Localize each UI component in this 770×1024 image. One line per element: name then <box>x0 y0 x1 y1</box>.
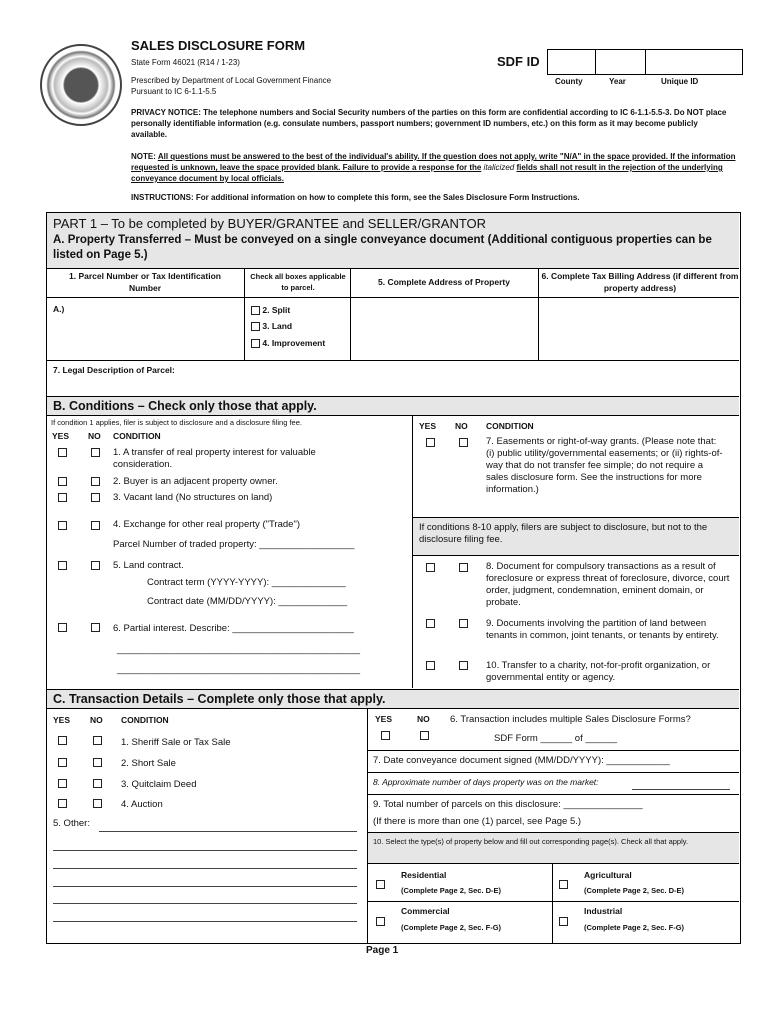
col-address: 5. Complete Address of Property <box>378 277 510 287</box>
b-right-condition-header: CONDITION <box>486 421 534 431</box>
type-industrial-sub: (Complete Page 2, Sec. F-G) <box>584 923 685 932</box>
form-title: SALES DISCLOSURE FORM <box>131 38 306 53</box>
c-other-line-1[interactable] <box>53 850 357 851</box>
b6-yes-checkbox[interactable] <box>58 623 67 632</box>
b-contract-term[interactable]: Contract term (YYYY-YYYY): ______________ <box>147 577 346 588</box>
notice-8-10-text: If conditions 8-10 apply, filers are subject to disclosure, but not to the disclosure filing fee. <box>419 522 708 545</box>
b7-no-checkbox[interactable] <box>459 438 468 447</box>
c1-yes-checkbox[interactable] <box>58 736 67 745</box>
c-right-yes-header: YES <box>375 714 393 724</box>
prescribed-text: Prescribed by Department of Local Government Finance <box>131 76 332 85</box>
form-body <box>46 212 741 944</box>
c2-no-checkbox[interactable] <box>93 758 102 767</box>
note-italic: italicized <box>483 163 515 172</box>
form-number: State Form 46021 (R14 / 1-23) <box>131 58 240 67</box>
c4-no-checkbox[interactable] <box>93 799 102 808</box>
c-condition-5: 5. Other: <box>53 818 90 829</box>
sdf-col-year: Year <box>609 77 626 86</box>
sdf-id-label: SDF ID <box>497 54 540 69</box>
b-condition-header: CONDITION <box>113 431 161 441</box>
c-condition-9[interactable]: 9. Total number of parcels on this disclosure: _______________ <box>373 799 643 810</box>
type-commercial-checkbox[interactable] <box>376 917 385 926</box>
b5-yes-checkbox[interactable] <box>58 561 67 570</box>
c6-no-checkbox[interactable] <box>420 731 429 740</box>
condition1-intro: If condition 1 applies, filer is subject to disclosure and a disclosure filing fee. <box>51 418 302 427</box>
type-industrial-checkbox[interactable] <box>559 917 568 926</box>
type-residential-name: Residential <box>401 870 447 880</box>
sdf-unique-box[interactable] <box>646 50 742 74</box>
type-residential-sub: (Complete Page 2, Sec. D-E) <box>401 886 502 895</box>
sdf-id-boxes[interactable] <box>547 49 743 75</box>
b-condition-5: 5. Land contract. <box>113 560 184 571</box>
type-residential-checkbox[interactable] <box>376 880 385 889</box>
type-agricultural-sub: (Complete Page 2, Sec. D-E) <box>584 886 685 895</box>
part1-title: PART 1 – To be completed by BUYER/GRANTEE and SELLER/GRANTOR <box>53 216 487 231</box>
b8-yes-checkbox[interactable] <box>426 563 435 572</box>
b-condition-1: 1. A transfer of real property interest for valuable consideration. <box>113 447 316 470</box>
note-text: All questions must be answered to the best of the individual's ability. If the question does not apply, write "N/A" in the space provided. If the information requested is unknown, leave the space provided blank. Failure to provide a response for the <box>131 152 736 172</box>
c-sdf-form-count[interactable]: SDF Form ______ of ______ <box>494 733 618 744</box>
b-condition-7: 7. Easements or right-of-way grants. (Please note that: (i) public utility/governmental easements; or (ii) rights-of-way that do not transfer fee simple; do not require a sales disclosure form. See the instructions for more information.) <box>486 436 723 495</box>
b3-yes-checkbox[interactable] <box>58 493 67 502</box>
state-seal <box>40 44 122 126</box>
b-condition-6[interactable]: 6. Partial interest. Describe: _______________________ <box>113 623 354 634</box>
note-block <box>131 151 739 184</box>
page-number: Page 1 <box>366 945 399 956</box>
c1-no-checkbox[interactable] <box>93 736 102 745</box>
section-a-title: A. Property Transferred – Must be conveyed on a single conveyance document (Additional contiguous properties can be listed on Page 5.) <box>53 234 712 261</box>
b-yes-header: YES <box>52 431 70 441</box>
section-b-title: B. Conditions – Check only those that apply. <box>53 399 317 413</box>
b-condition-4: 4. Exchange for other real property ("Trade") <box>113 519 300 530</box>
type-agricultural-name: Agricultural <box>584 870 632 880</box>
check-split[interactable]: 2. Split <box>251 305 290 317</box>
b9-yes-checkbox[interactable] <box>426 619 435 628</box>
b5-no-checkbox[interactable] <box>91 561 100 570</box>
sdf-year-box[interactable] <box>596 50 646 74</box>
c-condition-6: 6. Transaction includes multiple Sales Disclosure Forms? <box>450 714 691 725</box>
legal-description-label: 7. Legal Description of Parcel: <box>53 365 175 375</box>
b-right-no-header: NO <box>455 421 468 431</box>
c-no-header: NO <box>90 715 103 725</box>
b4-no-checkbox[interactable] <box>91 521 100 530</box>
b3-no-checkbox[interactable] <box>91 493 100 502</box>
b-contract-date[interactable]: Contract date (MM/DD/YYYY): _____________ <box>147 596 348 607</box>
b9-no-checkbox[interactable] <box>459 619 468 628</box>
b-no-header: NO <box>88 431 101 441</box>
b-partial-line-2[interactable]: ______________________________________________ <box>117 664 361 675</box>
b2-yes-checkbox[interactable] <box>58 477 67 486</box>
sdf-col-county: County <box>555 77 583 86</box>
section-c-title: C. Transaction Details – Complete only those that apply. <box>53 692 386 706</box>
c-condition-9-note: (If there is more than one (1) parcel, see Page 5.) <box>373 816 582 827</box>
b-partial-line-1[interactable]: ______________________________________________ <box>117 644 361 655</box>
note-label: NOTE: <box>131 152 156 161</box>
c-condition-8: 8. Approximate number of days property was on the market: <box>373 777 599 787</box>
b-traded-parcel[interactable]: Parcel Number of traded property: __________________ <box>113 539 355 550</box>
c-yes-header: YES <box>53 715 71 725</box>
check-land[interactable]: 3. Land <box>251 321 292 333</box>
c-condition-header: CONDITION <box>121 715 169 725</box>
c4-yes-checkbox[interactable] <box>58 799 67 808</box>
c-other-line-4[interactable] <box>53 903 357 904</box>
c-condition-4: 4. Auction <box>121 799 163 810</box>
col-parcel-number: 1. Parcel Number or Tax Identification Number <box>69 271 221 293</box>
c-condition-7[interactable]: 7. Date conveyance document signed (MM/DD/YYYY): ____________ <box>373 755 670 766</box>
b1-no-checkbox[interactable] <box>91 448 100 457</box>
b4-yes-checkbox[interactable] <box>58 521 67 530</box>
c2-yes-checkbox[interactable] <box>58 758 67 767</box>
b1-yes-checkbox[interactable] <box>58 448 67 457</box>
check-improvement[interactable]: 4. Improvement <box>251 338 325 350</box>
c-other-line-3[interactable] <box>53 886 357 887</box>
type-agricultural-checkbox[interactable] <box>559 880 568 889</box>
c-other-line-0[interactable] <box>99 831 357 832</box>
b8-no-checkbox[interactable] <box>459 563 468 572</box>
b2-no-checkbox[interactable] <box>91 477 100 486</box>
sdf-county-box[interactable] <box>548 50 596 74</box>
c-condition-3: 3. Quitclaim Deed <box>121 779 197 790</box>
c-right-no-header: NO <box>417 714 430 724</box>
col-check-boxes: Check all boxes applicable to parcel. <box>250 272 346 292</box>
pursuant-text: Pursuant to IC 6-1.1-5.5 <box>131 87 217 96</box>
note-end: fields shall not result in the rejection of the underlying conveyance document by local officials. <box>131 163 723 183</box>
c3-yes-checkbox[interactable] <box>58 779 67 788</box>
c-days-on-market-line[interactable] <box>632 789 730 790</box>
c-condition-1: 1. Sheriff Sale or Tax Sale <box>121 737 231 748</box>
instructions: INSTRUCTIONS: For additional information on how to complete this form, see the Sales Disclosure Form Instructions. <box>131 193 580 202</box>
b6-no-checkbox[interactable] <box>91 623 100 632</box>
row-a-label: A.) <box>53 304 65 314</box>
c-other-line-5[interactable] <box>53 921 357 922</box>
c-condition-2: 2. Short Sale <box>121 758 176 769</box>
b-condition-8: 8. Document for compulsory transactions as a result of foreclosure or express threat of foreclosure, divorce, court order, judgment, condemnation, eminent domain, or probate. <box>486 561 730 608</box>
c-other-line-2[interactable] <box>53 868 357 869</box>
privacy-notice: PRIVACY NOTICE: The telephone numbers and Social Security numbers of the parties on this form are confidential according to IC 6-1.1-5.5-3. Do NOT place personally identifiable information (e.g. consulate numbers, passport numbers; government ID numbers, etc.) on this form as it may become publicly available. <box>131 108 727 139</box>
b-condition-3: 3. Vacant land (No structures on land) <box>113 492 273 503</box>
col-billing-address: 6. Complete Tax Billing Address (if different from property address) <box>541 271 739 293</box>
b-condition-9: 9. Documents involving the partition of land between tenants in common, joint tenants, or tenants by entirety. <box>486 618 719 641</box>
b7-yes-checkbox[interactable] <box>426 438 435 447</box>
type-commercial-sub: (Complete Page 2, Sec. F-G) <box>401 923 502 932</box>
type-industrial-name: Industrial <box>584 906 623 916</box>
sdf-col-unique: Unique ID <box>661 77 699 86</box>
b10-no-checkbox[interactable] <box>459 661 468 670</box>
b-condition-10: 10. Transfer to a charity, not-for-profit organization, or governmental entity or agency. <box>486 660 711 683</box>
c6-yes-checkbox[interactable] <box>381 731 390 740</box>
b-condition-2: 2. Buyer is an adjacent property owner. <box>113 476 278 487</box>
c3-no-checkbox[interactable] <box>93 779 102 788</box>
c-condition-10: 10. Select the type(s) of property below and fill out corresponding page(s). Check all that apply. <box>373 837 689 846</box>
b-right-yes-header: YES <box>419 421 437 431</box>
b10-yes-checkbox[interactable] <box>426 661 435 670</box>
type-commercial-name: Commercial <box>401 906 450 916</box>
